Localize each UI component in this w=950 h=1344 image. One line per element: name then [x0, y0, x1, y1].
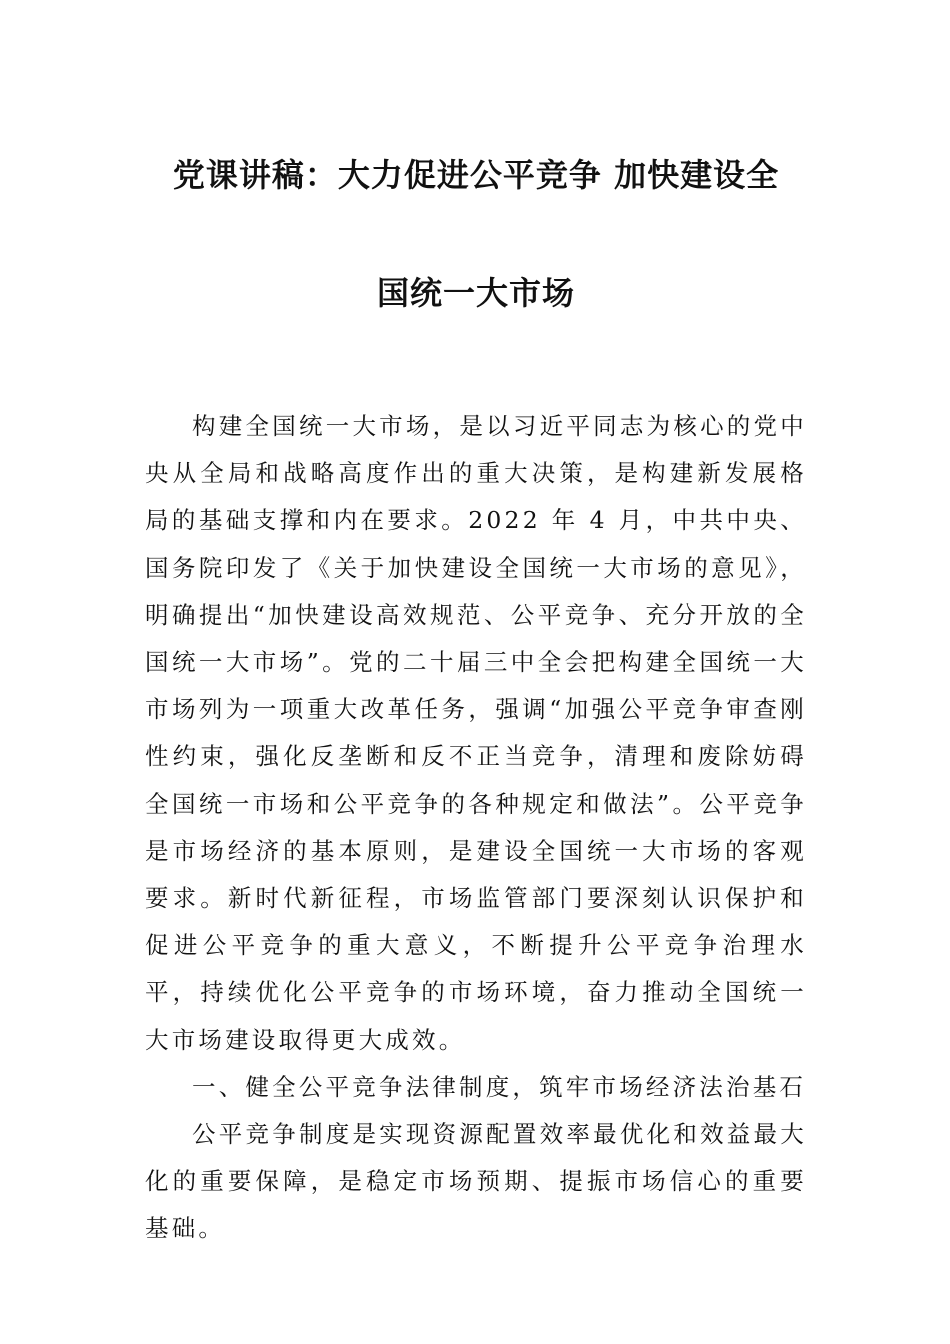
document-title-line-2: 国统一大市场 [376, 274, 575, 312]
section-heading-1: 一、健全公平竞争法律制度，筑牢市场经济法治基石 [192, 1072, 807, 1101]
document-body [145, 403, 807, 1253]
document-title-line-1: 党课讲稿：大力促进公平竞争 加快建设全 [172, 156, 780, 194]
paragraph-intro: 构建全国统一大市场，是以习近平同志为核心的党中央从全局和战略高度作出的重大决策，是构建新发展格局的基础支撑和内在要求。2022 年 4 月，中共中央、国务院印发了《关于加快建设全国统一大市场的意见》，明确提出“加快建设高效规范、公平竞争、充分开放的全国统一大市场”。党的二十届三中全会把构建全国统一大市场列为一项重大改革任务，强调“加强公平竞争审查刚性约束，强化反垄断和反不正当竞争，清理和废除妨碍全国统一市场和公平竞争的各种规定和做法”。公平竞争是市场经济的基本原则，是建设全国统一大市场的客观要求。新时代新征程，市场监管部门要深刻认识保护和促进公平竞争的重大意义，不断提升公平竞争治理水平，持续优化公平竞争的市场环境，奋力推动全国统一大市场建设取得更大成效。 [145, 412, 807, 1054]
paragraph-section-1: 公平竞争制度是实现资源配置效率最优化和效益最大化的重要保障，是稳定市场预期、提振市场信心的重要基础。 [145, 1120, 807, 1243]
